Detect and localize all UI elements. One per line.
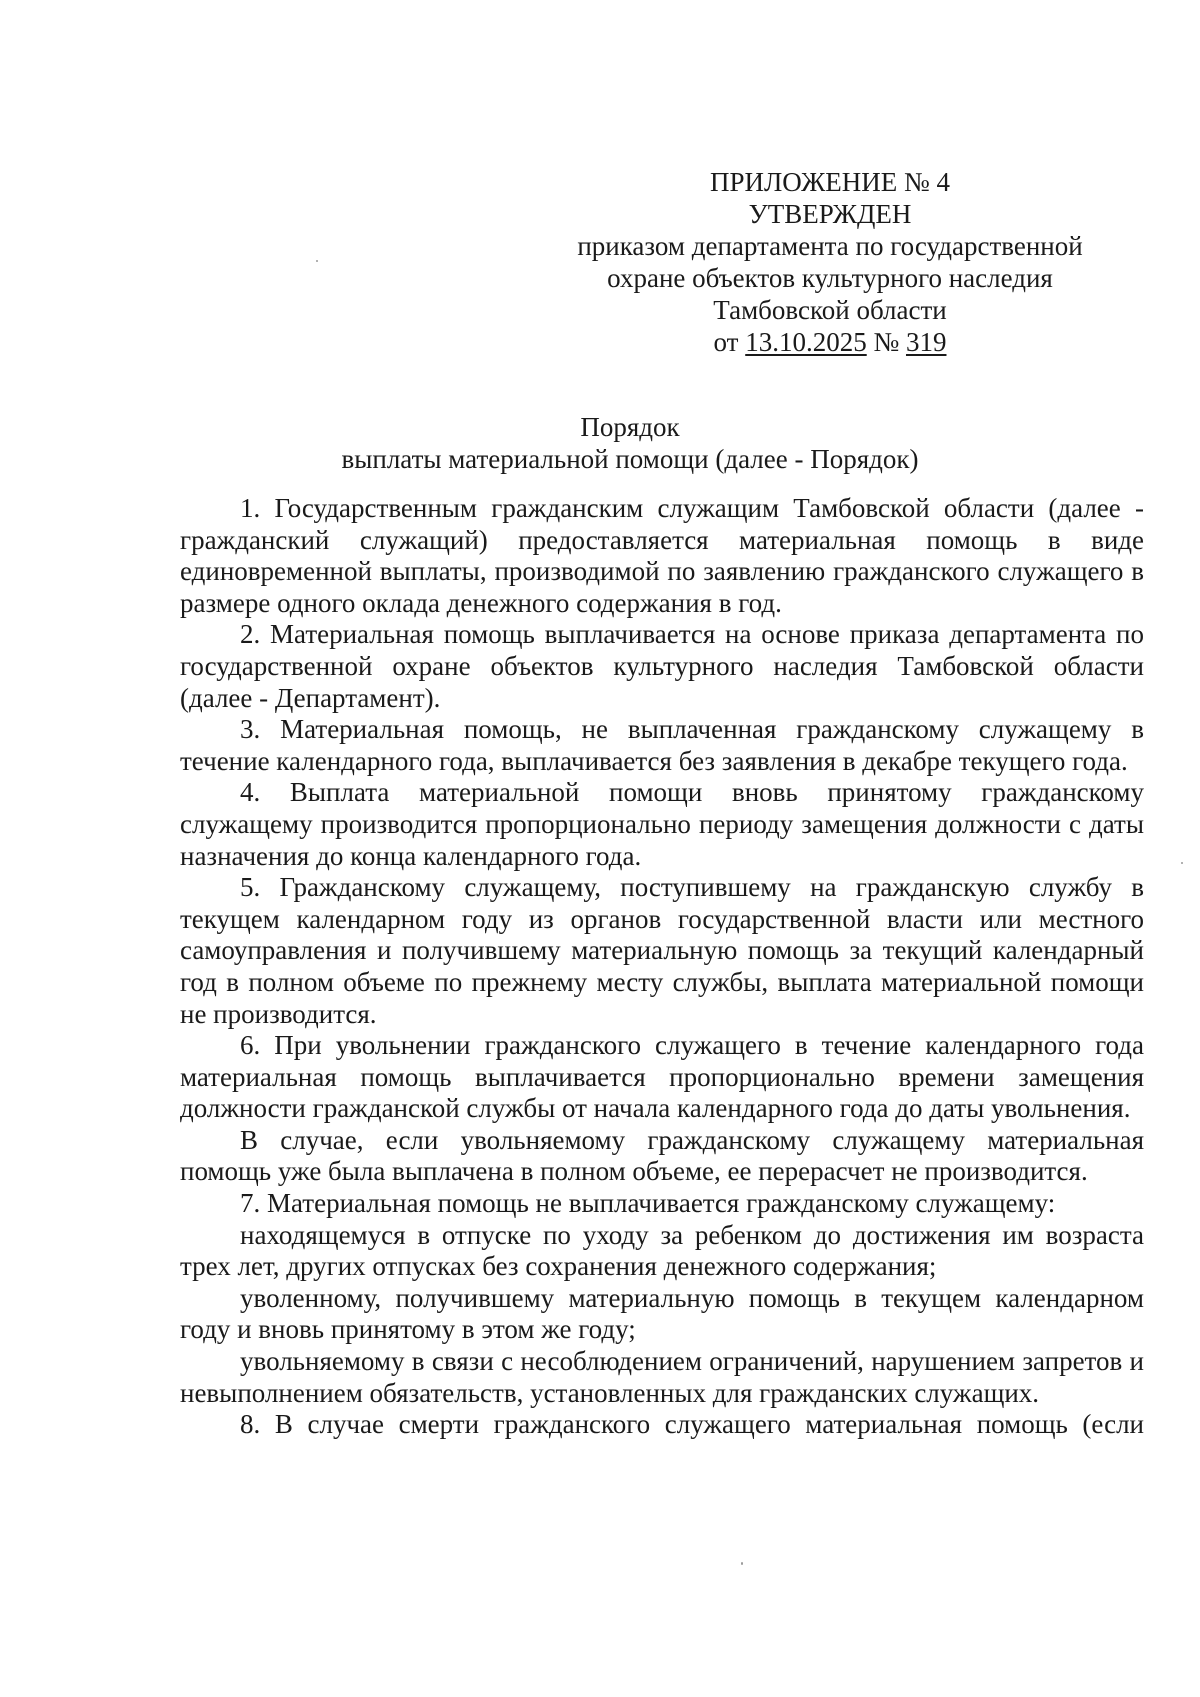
title-line-2: выплаты материальной помощи (далее - Порядок) — [341, 444, 919, 474]
paragraph-5: 5. Гражданскому служащему, поступившему на гражданскую службу в текущем календарном году из органов государственной власти или местного самоуправления и получившему материальную помощь за текущий календарный год в полном объеме по прежнему месту службы, выплата материальной помощи не производится. — [180, 872, 1144, 1029]
paragraph-6: 6. При увольнении гражданского служащего в течение календарного года материальная помощь выплачивается пропорционально времени замещения должности гражданской службы от начала календарного года до даты увольнения. — [180, 1030, 1144, 1124]
approved-by-line-3: Тамбовской области — [713, 295, 947, 325]
paragraph-3: 3. Материальная помощь, не выплаченная гражданскому служащему в течение календарного года, выплачивается без заявления в декабре текущего года. — [180, 714, 1144, 776]
document-title — [180, 411, 1080, 475]
order-number: 319 — [905, 327, 947, 357]
number-sign: № — [873, 327, 900, 357]
approval-date-line — [560, 326, 1100, 358]
approval-date: 13.10.2025 — [745, 327, 867, 357]
document-body — [180, 493, 1144, 1441]
appendix-number: ПРИЛОЖЕНИЕ № 4 — [709, 167, 951, 197]
approval-stamp-block — [560, 166, 1100, 358]
title-line-1: Порядок — [580, 412, 680, 442]
paragraph-4: 4. Выплата материальной помощи вновь принятому гражданскому служащему производится пропорционально периоду замещения должности с даты назначения до конца календарного года. — [180, 777, 1144, 871]
paragraph-8: 8. В случае смерти гражданского служащего материальная помощь (если — [240, 1409, 1144, 1440]
paragraph-1: 1. Государственным гражданским служащим Тамбовской области (далее - гражданский служащий) предоставляется материальная помощь в виде единовременной выплаты, производимой по заявлению гражданского служащего в размере одного оклада денежного содержания в год. — [180, 493, 1144, 618]
date-prefix: от — [713, 327, 739, 357]
approved-by-line-1: приказом департамента по государственной — [577, 231, 1083, 261]
approved-by-line-2: охране объектов культурного наследия — [607, 263, 1053, 293]
approved-label: УТВЕРЖДЕН — [748, 199, 912, 229]
paragraph-7: 7. Материальная помощь не выплачивается гражданскому служащему: — [240, 1188, 1056, 1219]
paragraph-7-item-1: находящемуся в отпуске по уходу за ребенком до достижения им возраста трех лет, других отпусках без сохранения денежного содержания; — [180, 1219, 1144, 1282]
paragraph-7-item-2: уволенному, получившему материальную помощь в текущем календарном году и вновь принятому в этом же году; — [180, 1282, 1144, 1345]
paragraph-7-item-3: увольняемому в связи с несоблюдением ограничений, нарушением запретов и невыполнением обязательств, установленных для гражданских служащих. — [180, 1346, 1144, 1408]
paragraph-2: 2. Материальная помощь выплачивается на основе приказа департамента по государственной охране объектов культурного наследия Тамбовской области (далее - Департамент). — [180, 619, 1144, 713]
paragraph-6-note: В случае, если увольняемому гражданскому служащему материальная помощь уже была выплачена в полном объеме, ее перерасчет не производится. — [180, 1124, 1144, 1187]
